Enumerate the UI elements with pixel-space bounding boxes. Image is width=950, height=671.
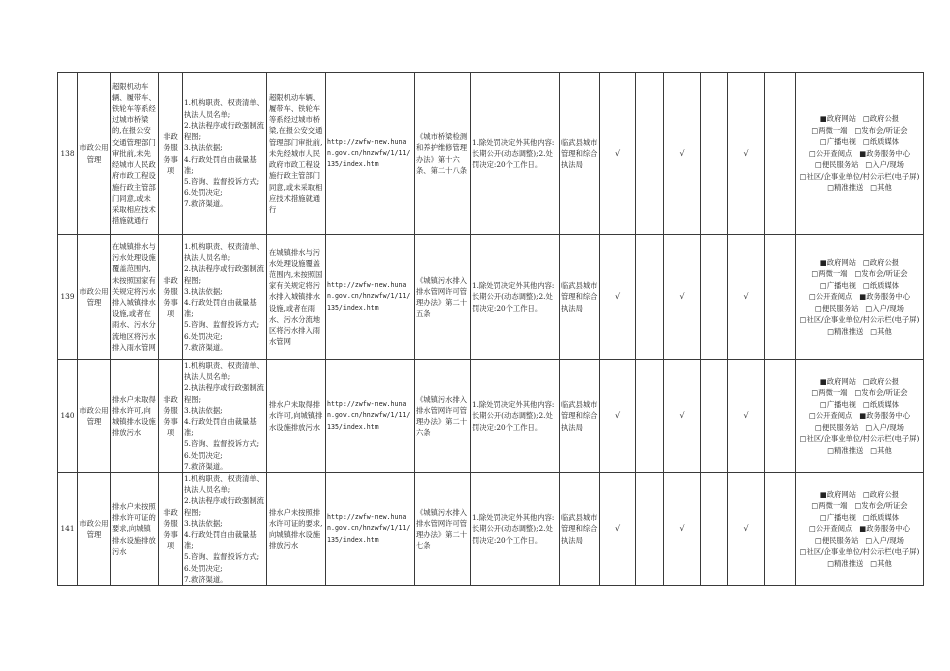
- channel-option: □便民服务站: [815, 160, 859, 170]
- channel-option: □精准推送: [827, 183, 864, 193]
- content-item: 4.行政处罚自由裁量基准;: [184, 530, 257, 551]
- content-item: 4.行政处罚自由裁量基准;: [184, 298, 257, 319]
- channel-option: □其他: [870, 445, 892, 455]
- table-row: [58, 235, 924, 360]
- law-cell: 《城镇污水排入排水管网许可管理办法》第二十六条: [415, 360, 471, 473]
- channels-cell: [796, 473, 924, 586]
- disclosure-table: [57, 72, 924, 586]
- channel-option: □其他: [870, 183, 892, 193]
- check-cell: [636, 73, 664, 235]
- dept-cell: 临武县城市管理和综合执法局: [560, 73, 600, 235]
- channel-option: □广播电视: [819, 512, 857, 522]
- check-cell: √: [600, 360, 636, 473]
- channel-option: □公开查阅点: [808, 292, 853, 302]
- content-item: 5.咨询、监督投诉方式;: [184, 439, 260, 449]
- channel-option: □社区/企事业单位/村公示栏(电子屏): [799, 547, 920, 557]
- row-number: 140: [58, 360, 78, 473]
- item-cell: 在城镇排水与污水处理设施覆盖范围内,未按照国家有关规定将污水排入城镇排水设施,或者在雨水、污水分流地区将污水排入雨水管网: [111, 235, 159, 360]
- category-cell: 市政公用管理: [78, 73, 111, 235]
- channel-option: □政府公报: [862, 489, 900, 499]
- channel-option: □社区/企事业单位/村公示栏(电子屏): [799, 171, 920, 181]
- check-cell: √: [728, 473, 765, 586]
- channel-option: □两微一端: [811, 501, 848, 511]
- channel-option: ■政务服务中心: [859, 524, 911, 534]
- content-item: 7.救济渠道。: [184, 342, 228, 352]
- channel-option: □纸质媒体: [862, 137, 900, 147]
- channel-option: □精准推送: [827, 558, 864, 568]
- check-cell: [765, 473, 796, 586]
- content-item: 6.处罚决定;: [184, 563, 223, 573]
- content-item: 2.执法程序或行政强制流程图;: [184, 496, 264, 517]
- channel-option: □发布会/听证会: [854, 501, 908, 511]
- channel-option: □政府公报: [862, 114, 900, 124]
- check-cell: √: [600, 473, 636, 586]
- channel-option: □广播电视: [819, 399, 857, 409]
- content-item: 4.行政处罚自由裁量基准;: [184, 154, 257, 175]
- category-cell: 市政公用管理: [78, 235, 111, 360]
- channel-option: □社区/企事业单位/村公示栏(电子屏): [799, 434, 920, 444]
- content-item: 3.执法依据;: [184, 286, 223, 296]
- table-row: [58, 473, 924, 586]
- item-cell: 超限机动车辆、履带车、铁轮车等系经过城市桥梁的,在报公安交通管理部门审批前,未先经城市人民政府市政工程设施行政主管部门同意,或未采取相应技术措施就通行: [111, 73, 159, 235]
- check-cell: [636, 360, 664, 473]
- basis-cell: 排水户未按照排水许可证的要求,向城镇排水设施排放污水: [267, 473, 326, 586]
- type-cell: 非政务服务事项: [159, 73, 183, 235]
- law-cell: 《城镇污水排入排水管网许可管理办法》第二十七条: [415, 473, 471, 586]
- channel-option: □入户/现场: [865, 535, 904, 545]
- category-cell: 市政公用管理: [78, 360, 111, 473]
- channels-cell: [796, 360, 924, 473]
- channel-option: □广播电视: [819, 137, 857, 147]
- content-item: 3.执法依据;: [184, 405, 223, 415]
- content-item: 1.机构职责、权责清单、执法人员名单;: [184, 98, 264, 119]
- channel-option: □入户/现场: [865, 160, 904, 170]
- content-cell: [183, 360, 267, 473]
- channel-option: □便民服务站: [815, 422, 859, 432]
- check-cell: [765, 360, 796, 473]
- content-item: 7.救济渠道。: [184, 199, 228, 209]
- channel-option: ■政务服务中心: [859, 148, 911, 158]
- type-cell: 非政务服务事项: [159, 235, 183, 360]
- url-link[interactable]: http://zwfw-new.hunan.gov.cn/hnzwfw/1/11/135/index.htm: [326, 473, 415, 586]
- row-number: 139: [58, 235, 78, 360]
- content-item: 2.执法程序或行政强制流程图;: [184, 120, 264, 142]
- dept-cell: 临武县城市管理和综合执法局: [560, 473, 600, 586]
- content-item: 1.机构职责、权责清单、执法人员名单;: [184, 474, 264, 495]
- channel-option: □政府公报: [862, 257, 900, 267]
- url-link[interactable]: http://zwfw-new.hunan.gov.cn/hnzwfw/1/11/135/index.htm: [326, 73, 415, 235]
- channel-option: □入户/现场: [865, 422, 904, 432]
- table-row: [58, 73, 924, 235]
- category-cell: 市政公用管理: [78, 473, 111, 586]
- channel-option: □其他: [870, 558, 892, 568]
- channel-option: □发布会/听证会: [854, 388, 908, 398]
- channel-option: □公开查阅点: [808, 148, 853, 158]
- channel-option: □纸质媒体: [862, 512, 900, 522]
- channel-option: □公开查阅点: [808, 411, 853, 421]
- basis-cell: 在城镇排水与污水处理设施覆盖范围内,未按照国家有关规定将污水排入城镇排水设施,或者在雨水、污水分流地区将污水排入雨水管网: [267, 235, 326, 360]
- period-cell: 1.除处罚决定外其他内容:长期公开(动态调整);2.处罚决定:20个工作日。: [471, 73, 560, 235]
- channel-option: □广播电视: [819, 280, 857, 290]
- check-cell: √: [728, 73, 765, 235]
- type-cell: 非政务服务事项: [159, 360, 183, 473]
- channel-option: □两微一端: [811, 269, 848, 279]
- check-cell: √: [664, 235, 701, 360]
- dept-cell: 临武县城市管理和综合执法局: [560, 360, 600, 473]
- row-number: 141: [58, 473, 78, 586]
- content-item: 6.处罚决定;: [184, 188, 223, 198]
- content-item: 1.机构职责、权责清单、执法人员名单;: [184, 241, 264, 263]
- check-cell: [765, 73, 796, 235]
- channel-option: □发布会/听证会: [854, 269, 908, 279]
- period-cell: 1.除处罚决定外其他内容:长期公开(动态调整);2.处罚决定:20个工作日。: [471, 360, 560, 473]
- channel-option: ■政务服务中心: [859, 292, 911, 302]
- check-cell: [701, 235, 728, 360]
- channel-option: ■政府网站: [819, 489, 857, 499]
- check-cell: √: [664, 360, 701, 473]
- channels-cell: [796, 235, 924, 360]
- item-cell: 排水户未取得排水许可,向城镇排水设施排放污水: [111, 360, 159, 473]
- period-cell: 1.除处罚决定外其他内容:长期公开(动态调整);2.处罚决定:20个工作日。: [471, 473, 560, 586]
- channel-option: □便民服务站: [815, 535, 859, 545]
- channel-option: □公开查阅点: [808, 524, 853, 534]
- content-item: 5.咨询、监督投诉方式;: [184, 176, 260, 186]
- channel-option: ■政务服务中心: [859, 411, 911, 421]
- item-cell: 排水户未按照排水许可证的要求,向城镇排水设施排放污水: [111, 473, 159, 586]
- content-item: 6.处罚决定;: [184, 331, 223, 341]
- channel-option: □纸质媒体: [862, 280, 900, 290]
- channel-option: □两微一端: [811, 388, 848, 398]
- type-cell: 非政务服务事项: [159, 473, 183, 586]
- check-cell: √: [728, 360, 765, 473]
- content-item: 3.执法依据;: [184, 518, 223, 528]
- check-cell: √: [600, 235, 636, 360]
- check-cell: [636, 235, 664, 360]
- law-cell: 《城市桥梁检测和养护维修管理办法》第十六条、第二十八条: [415, 73, 471, 235]
- dept-cell: 临武县城市管理和综合执法局: [560, 235, 600, 360]
- content-item: 1.机构职责、权责清单、执法人员名单;: [184, 361, 264, 382]
- check-cell: [636, 473, 664, 586]
- channel-option: ■政府网站: [819, 257, 857, 267]
- channel-option: □精准推送: [827, 445, 864, 455]
- content-cell: [183, 473, 267, 586]
- period-cell: 1.除处罚决定外其他内容:长期公开(动态调整);2.处罚决定:20个工作日。: [471, 235, 560, 360]
- channel-option: □发布会/听证会: [854, 125, 908, 135]
- law-cell: 《城镇污水排入排水管网许可管理办法》第二十五条: [415, 235, 471, 360]
- content-item: 2.执法程序或行政强制流程图;: [184, 264, 264, 285]
- check-cell: [765, 235, 796, 360]
- channel-option: □纸质媒体: [862, 399, 900, 409]
- channel-option: □入户/现场: [865, 303, 904, 313]
- check-cell: √: [664, 473, 701, 586]
- channel-option: □两微一端: [811, 125, 848, 135]
- content-item: 3.执法依据;: [184, 143, 223, 153]
- check-cell: √: [600, 73, 636, 235]
- check-cell: [701, 360, 728, 473]
- check-cell: [701, 73, 728, 235]
- channel-option: □其他: [870, 326, 892, 336]
- check-cell: [701, 473, 728, 586]
- basis-cell: 排水户未取得排水许可,向城镇排水设施排放污水: [267, 360, 326, 473]
- channel-option: □便民服务站: [815, 303, 859, 313]
- content-item: 6.处罚决定;: [184, 450, 223, 460]
- content-item: 5.咨询、监督投诉方式;: [184, 552, 260, 562]
- basis-cell: 超限机动车辆、履带车、铁轮车等系经过城市桥梁,在报公安交通管理部门审批前,未先经城市人民政府市政工程设施行政主管部门同意,或未采取相应技术措施就通行: [267, 73, 326, 235]
- content-cell: [183, 73, 267, 235]
- channel-option: ■政府网站: [819, 114, 857, 124]
- channel-option: □政府公报: [862, 376, 900, 386]
- table-row: [58, 360, 924, 473]
- content-item: 7.救济渠道。: [184, 574, 228, 584]
- check-cell: √: [664, 73, 701, 235]
- channel-option: □社区/企事业单位/村公示栏(电子屏): [799, 315, 920, 325]
- channels-cell: [796, 73, 924, 235]
- content-item: 7.救济渠道。: [184, 461, 228, 471]
- url-link[interactable]: http://zwfw-new.hunan.gov.cn/hnzwfw/1/11/135/index.htm: [326, 360, 415, 473]
- content-cell: [183, 235, 267, 360]
- content-item: 2.执法程序或行政强制流程图;: [184, 383, 264, 404]
- channel-option: □精准推送: [827, 326, 864, 336]
- check-cell: √: [728, 235, 765, 360]
- content-item: 4.行政处罚自由裁量基准;: [184, 417, 257, 438]
- row-number: 138: [58, 73, 78, 235]
- channel-option: ■政府网站: [819, 376, 857, 386]
- url-link[interactable]: http://zwfw-new.hunan.gov.cn/hnzwfw/1/11/135/index.htm: [326, 235, 415, 360]
- content-item: 5.咨询、监督投诉方式;: [184, 320, 260, 330]
